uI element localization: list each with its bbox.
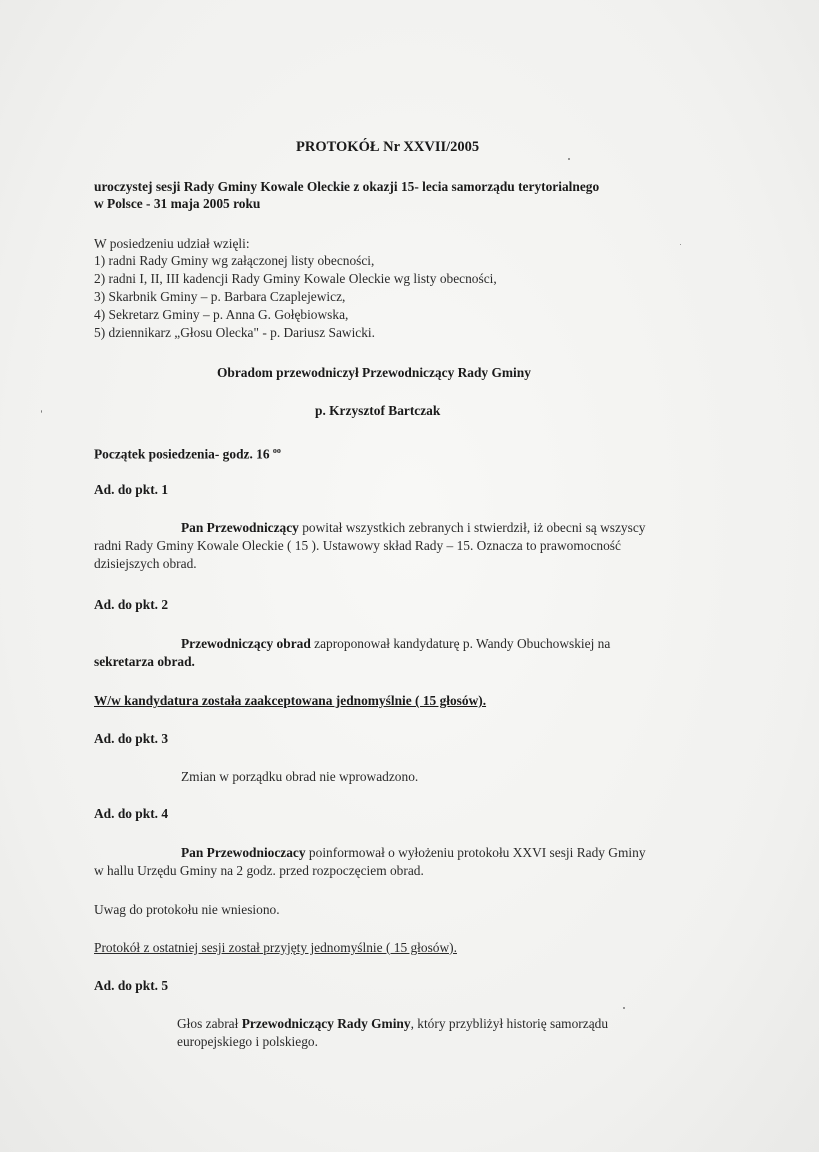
pkt2-result: W/w kandydatura została zaakceptowana jednomyślnie ( 15 głosów). — [94, 693, 487, 708]
pkt1-line-2: radni Rady Gminy Kowale Oleckie ( 15 ). Ustawowy skład Rady – 15. Oznacza to prawomocność — [94, 538, 621, 553]
pkt4-text: poinformował o wyłożeniu protokołu XXVI sesji Rady Gminy — [305, 845, 646, 860]
speaker-name: Pan Przewodnioczacy — [181, 845, 306, 860]
section-heading-2: Ad. do pkt. 2 — [94, 597, 169, 612]
speaker-name: Pan Przewodniczący — [181, 520, 299, 535]
pkt4-line-2: w hallu Urzędu Gminy na 2 godz. przed rozpoczęciem obrad. — [94, 863, 424, 878]
speaker-name: Przewodniczący Rady Gminy — [241, 1016, 411, 1031]
subtitle-line-1: uroczystej sesji Rady Gminy Kowale Oleckie z okazji 15- lecia samorządu terytorialnego — [94, 179, 600, 194]
pkt2-line-2: sekretarza obrad. — [94, 654, 195, 669]
pkt1-line-3: dzisiejszych obrad. — [94, 556, 197, 571]
scan-speck — [680, 244, 681, 245]
scan-speck — [41, 410, 42, 413]
attendance-item: 4) Sekretarz Gminy – p. Anna G. Gołębiowska, — [94, 307, 349, 322]
chair-name: p. Krzysztof Bartczak — [315, 403, 441, 418]
scan-speck — [623, 1007, 625, 1009]
pkt4-line-1 — [181, 845, 646, 861]
pkt4-result: Protokół z ostatniej sesji został przyjęty jednomyślnie ( 15 głosów). — [94, 940, 457, 955]
pkt1-text: powitał wszystkich zebranych i stwierdził, iż obecni są wszyscy — [298, 520, 646, 535]
pkt5-pre: Głos zabrał — [177, 1016, 242, 1031]
section-heading-1: Ad. do pkt. 1 — [94, 482, 169, 497]
pkt5-line-1 — [177, 1016, 608, 1032]
attendance-item: 1) radni Rady Gminy wg załączonej listy obecności, — [94, 253, 375, 268]
speaker-name: Przewodniczący obrad — [181, 636, 311, 651]
scan-speck — [568, 158, 570, 160]
session-start-minutes: oo — [272, 446, 281, 455]
section-heading-5: Ad. do pkt. 5 — [94, 978, 169, 993]
subtitle-line-2: w Polsce - 31 maja 2005 roku — [94, 196, 261, 211]
attendance-item: 2) radni I, II, III kadencji Rady Gminy Kowale Oleckie wg listy obecności, — [94, 271, 497, 286]
document-title: PROTOKÓŁ Nr XXVII/2005 — [296, 139, 480, 155]
attendance-item: 3) Skarbnik Gminy – p. Barbara Czaplejewicz, — [94, 289, 346, 304]
attendance-intro: W posiedzeniu udział wzięli: — [94, 236, 250, 251]
pkt5-text: , który przybliżył historię samorządu — [410, 1016, 609, 1031]
pkt1-line-1 — [181, 520, 645, 536]
pkt2-text: zaproponował kandydaturę p. Wandy Obuchowskiej na — [310, 636, 611, 651]
session-start — [94, 443, 281, 462]
chair-line: Obradom przewodniczył Przewodniczący Rady Gminy — [217, 365, 531, 380]
pkt2-line-1 — [181, 636, 610, 652]
pkt3-line-1: Zmian w porządku obrad nie wprowadzono. — [181, 769, 419, 784]
session-start-text: Początek posiedzenia- godz. 16 — [94, 446, 270, 462]
pkt5-line-2: europejskiego i polskiego. — [177, 1034, 318, 1049]
attendance-item: 5) dziennikarz „Głosu Olecka" - p. Dariusz Sawicki. — [94, 325, 375, 340]
section-heading-3: Ad. do pkt. 3 — [94, 731, 169, 746]
pkt4-line-3: Uwag do protokołu nie wniesiono. — [94, 902, 280, 917]
section-heading-4: Ad. do pkt. 4 — [94, 806, 169, 821]
